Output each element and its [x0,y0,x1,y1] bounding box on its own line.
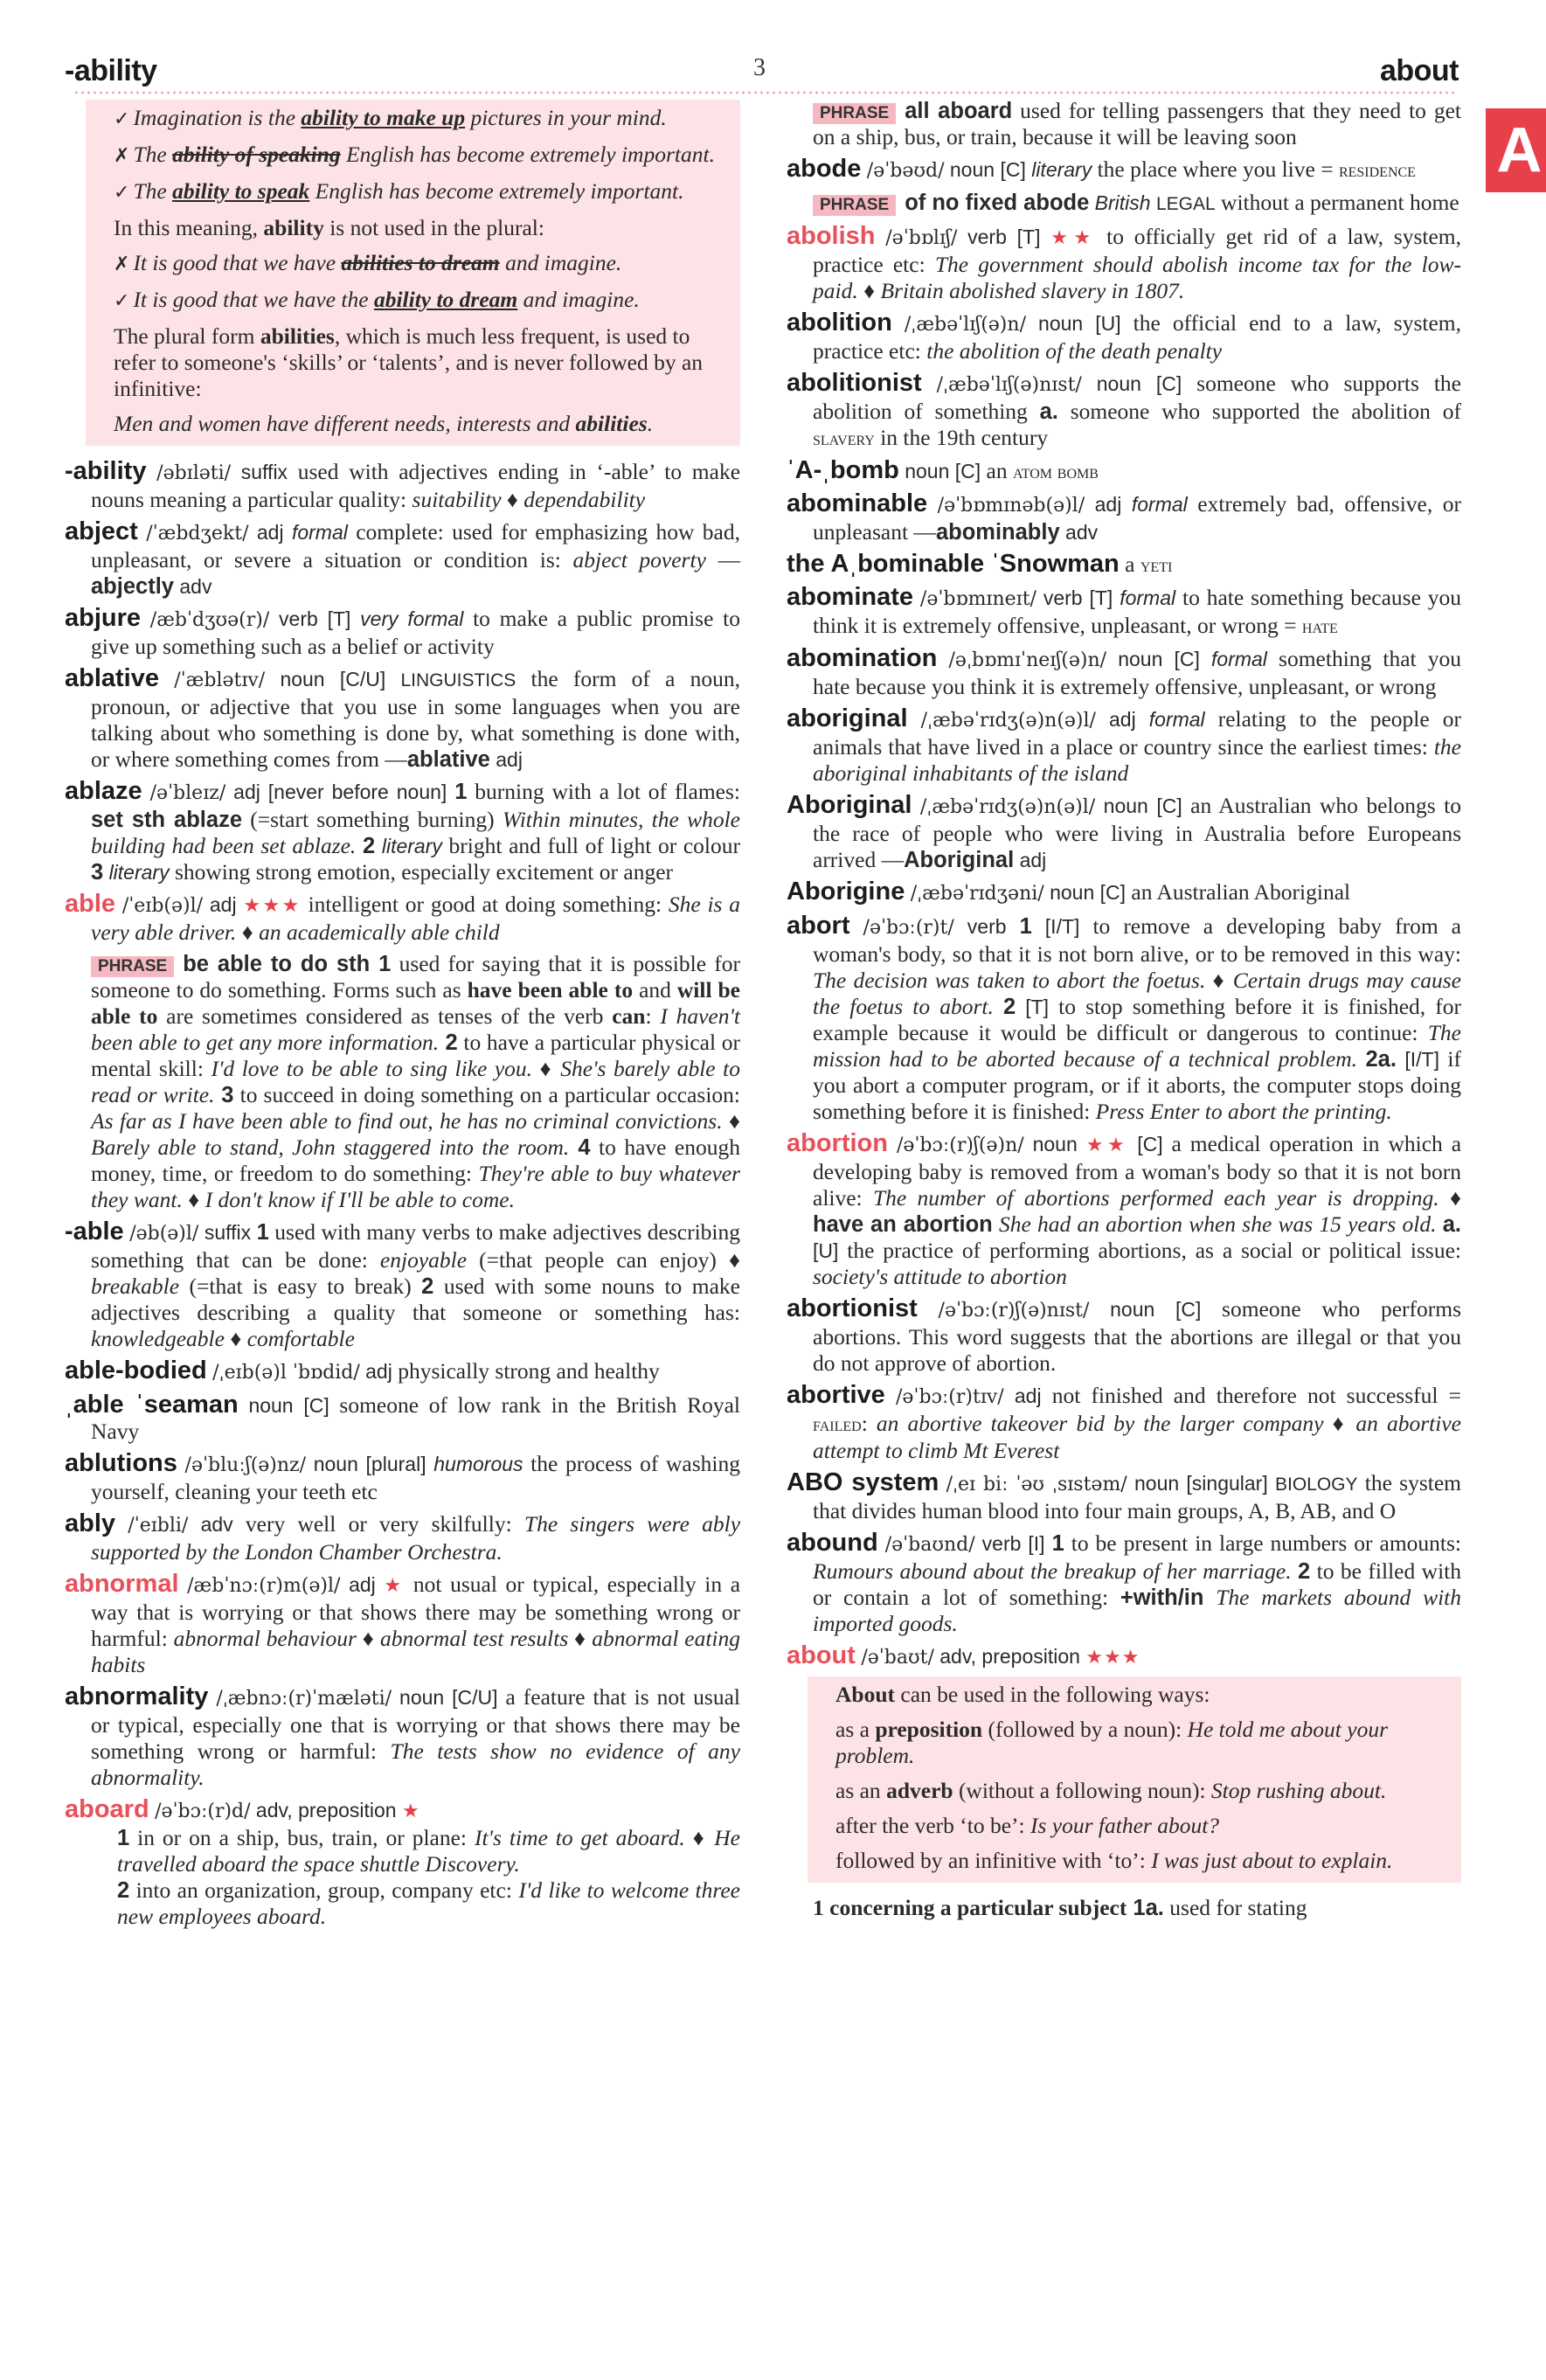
usage-line: as a preposition (followed by a noun): He told me about your problem. [835,1717,1388,1768]
entry-aboriginal: aboriginal /ˌæbəˈrɪdʒ(ə)n(ə)l/ adj formal relating to the people or animals that have lived in a place or country since the earliest times: the aboriginal inhabitants of the island [787,704,1461,786]
phrase-be-able-to: PHRASE be able to do sth 1 used for saying that it is possible for someone to do something. Forms such as have been able to and will be able to are sometimes considered as tenses of the verb can: I haven't been able to get any more information. 2 to have a particular physical or mental skill: I'd love to be able to sing like you. ♦ She's barely able to read or write. 3 to succeed in doing something on a particular occasion: As far as I have been able to find out, he has no criminal convictions. ♦ Barely able to stand, John staggered into the room. 4 to have enough money, time, or freedom to do something: They're able to buy whatever they want. ♦ I don't know if I'll be able to come. [91,951,741,1212]
usage-line: The plural form abilities, which is much less frequent, is used to refer to someone's ‘skills’ or ‘talents’, and is never followed by an infinitive: [114,323,704,401]
dotted-header-rule [73,91,1454,94]
cross-reference[interactable]: yeti [1140,554,1173,576]
headword[interactable]: ˌable ˈseaman [65,1391,239,1419]
cross-icon: ✗ [114,253,130,275]
entry-abominable-snowman: the Aˌbominable ˈSnowman a yeti [787,550,1173,578]
headword[interactable]: ablative [65,664,159,692]
phrase-label: PHRASE [91,956,174,977]
headword[interactable]: abound [787,1529,878,1557]
entry-able-bodied: able-bodied /ˌeɪb(ə)l ˈbɒdid/ adj physically strong and healthy [65,1357,660,1384]
phrase-label: PHRASE [813,195,896,216]
entry-abolition: abolition /ˌæbəˈlɪʃ(ə)n/ noun [U] the official end to a law, system, practice etc: the abolition of the death penalty [787,309,1461,364]
entry-abnormality: abnormality /ˌæbnɔː(r)ˈmæləti/ noun [C/U] a feature that is not usual or typical, especially one that is worrying or that shows there may be something wrong or harmful: The tests show no evidence of any abnormality. [65,1683,741,1790]
headword[interactable]: ABO system [787,1468,939,1496]
headword[interactable]: able-bodied [65,1357,207,1384]
check-icon: ✓ [114,290,130,312]
page-number: 3 [753,54,766,81]
entry-ablative: ablative /ˈæblətɪv/ noun [C/U] LINGUISTICS the form of a noun, pronoun, or adjective that you use in some languages when you are talking about who something is done by, what something is done with, or where something comes from —ablative adj [65,664,741,772]
usage-line: as an adverb (without a following noun): Stop rushing about. [835,1778,1387,1803]
cross-reference[interactable]: slavery [813,427,875,449]
usage-note-ability [86,100,740,446]
headword[interactable]: abominable [787,489,928,517]
entry-abnormal: abnormal /æbˈnɔː(r)m(ə)l/ adj ★ not usual or typical, especially in a way that is worrying or that shows there may be something wrong or harmful: abnormal behaviour ♦ abnormal test results ♦ abnormal eating habits [65,1570,741,1677]
frequency-star-icon: ★ [401,1801,420,1822]
usage-line: ✗ The ability of speaking English has become extremely important. [114,142,715,167]
headword[interactable]: abjure [65,604,142,632]
headword[interactable]: abode [787,155,862,183]
frequency-stars-icon: ★★ [1050,227,1097,249]
headword-frequent[interactable]: abortion [787,1129,888,1157]
usage-line: ✗ It is good that we have abilities to dream and imagine. [114,250,622,275]
usage-line: ✓ Imagination is the ability to make up pictures in your mind. [114,105,667,130]
entry-able-seaman: ˌable ˈseaman noun [C] someone of low rank in the British Royal Navy [65,1391,741,1444]
cross-reference[interactable]: hate [1301,615,1338,637]
usage-line: after the verb ‘to be’: Is your father about? [835,1813,1220,1838]
headword[interactable]: abortive [787,1381,885,1409]
usage-line: About can be used in the following ways: [835,1682,1210,1707]
headword[interactable]: Aborigine [787,878,905,906]
headword[interactable]: abolitionist [787,369,922,397]
check-icon: ✓ [114,182,130,204]
entry-able-suffix: -able /əb(ə)l/ suffix 1 used with many verbs to make adjectives describing something that can be done: enjoyable (=that people can enjoy) ♦ breakable (=that is easy to break) 2 used with some nouns to make adjectives describing a quality that someone or something has: knowledgeable ♦ comfortable [65,1218,740,1351]
cross-reference[interactable]: failed [813,1413,862,1435]
entry-ablaze: ablaze /əˈbleɪz/ adj [never before noun] 1 burning with a lot of flames: set sth ablaze (=start something burning) Within minutes, the whole building had been set ablaze. 2 literary bright and full of light or colour 3 literary showing strong emotion, especially excitement or anger [65,777,741,885]
headword[interactable]: abort [787,912,850,940]
headword[interactable]: abnormality [65,1683,209,1710]
check-icon: ✓ [114,108,130,130]
headword[interactable]: abject [65,517,138,545]
entry-abortive: abortive /əˈbɔː(r)tɪv/ adj not finished and therefore not successful = failed: an abortive takeover bid by the larger company ♦ an abortive attempt to climb Mt Everest [787,1381,1462,1463]
headword-frequent[interactable]: about [787,1641,856,1669]
entry-abolitionist: abolitionist /ˌæbəˈlɪʃ(ə)nɪst/ noun [C] someone who supports the abolition of something a. someone who supported the abolition of slavery in the 19th century [787,369,1461,450]
headword[interactable]: aboriginal [787,704,908,732]
entry-abominable: abominable /əˈbɒmɪnəb(ə)l/ adj formal extremely bad, offensive, or unpleasant —abominably adv [787,489,1461,545]
entry-a-bomb: ˈA-ˌbomb noun [C] an atom bomb [787,456,1099,484]
headword-frequent[interactable]: able [65,890,116,918]
headword[interactable]: the Aˌbominable ˈSnowman [787,550,1120,578]
entry-abjure: abjure /æbˈdʒʊə(r)/ verb [T] very formal to make a public promise to give up something such as a belief or activity [65,604,740,659]
frequency-stars-icon: ★★ [1085,1134,1129,1156]
headword-frequent[interactable]: abnormal [65,1570,179,1598]
headword[interactable]: ablutions [65,1449,177,1477]
usage-line: followed by an infinitive with ‘to’: I was just about to explain. [835,1848,1393,1873]
phrase-all-aboard: PHRASE all aboard used for telling passengers that they need to get on a ship, bus, or train, because it will be leaving soon [813,98,1461,149]
frequency-stars-icon: ★★★ [1085,1647,1140,1669]
headword[interactable]: ably [65,1509,116,1537]
phrase-of-no-fixed-abode: PHRASE of no fixed abode British LEGAL without a permanent home [787,190,1461,218]
entry-abortion: abortion /əˈbɔː(r)ʃ(ə)n/ noun ★★ [C] a medical operation in which a developing baby is removed from a woman's body so that it is not born alive: The number of abortions performed each year is dropping. ♦ have an abortion She had an abortion when she was 15 years old. a. [U] the practice of performing abortions, as a social or political issue: society's attitude to abortion [787,1129,1462,1289]
entry-abound: abound /əˈbaʊnd/ verb [I] 1 to be present in large numbers or amounts: Rumours abound about the breakup of her marriage. 2 to be filled with or contain a lot of something: +with/in The markets abound with imported goods. [787,1529,1462,1636]
usage-line: Men and women have different needs, interests and abilities. [114,411,654,436]
entry-abo-system: ABO system /ˌeɪ biː ˈəʊ ˌsɪstəm/ noun [singular] BIOLOGY the system that divides human blood into four main groups, A, B, AB, and O [787,1468,1461,1523]
headword[interactable]: abolition [787,309,892,337]
entry-ability-suffix: -ability /əbɪləti/ suffix used with adjectives ending in ‘-able’ to make nouns meaning a particular quality: suitability ♦ dependability [65,457,741,512]
usage-note-about [808,1676,1461,1883]
right-column [787,98,1461,1926]
entry-abode: abode /əˈbəʊd/ noun [C] literary the place where you live = residence [787,155,1416,183]
headword[interactable]: -ability [65,457,147,485]
entry-aboriginal-noun: Aboriginal /ˌæbəˈrɪdʒ(ə)n(ə)l/ noun [C] an Australian who belongs to the race of people who were living in Australia before Europeans arrived —Aboriginal adj [787,791,1461,872]
guide-word-left: -ability [65,54,157,87]
entry-aboard: aboard /əˈbɔː(r)d/ adv, preposition ★ 1 in or on a ship, bus, train, or plane: It's time to get aboard. ♦ He travelled aboard the space shuttle Discovery. 2 into an organization, group, company etc: I'd like to welcome three new employees aboard. [65,1795,740,1929]
entry-ably: ably /ˈeɪbli/ adv very well or very skilfully: The singers were ably supported by the London Chamber Orchestra. [65,1509,741,1565]
entry-ablutions: ablutions /əˈbluːʃ(ə)nz/ noun [plural] humorous the process of washing yourself, cleaning your teeth etc [65,1449,741,1504]
cross-icon: ✗ [114,145,130,167]
phrase-label: PHRASE [813,103,896,124]
left-column [65,98,740,1935]
entry-about: about /əˈbaʊt/ adv, preposition ★★★ [787,1641,1140,1669]
letter-thumb-tab[interactable]: A [1486,108,1546,192]
headword[interactable]: ablaze [65,777,142,805]
entry-abomination: abomination /əˌbɒmɪˈneɪʃ(ə)n/ noun [C] formal something that you hate because you think it is extremely offensive, unpleasant, or wrong [787,644,1462,699]
headword-frequent[interactable]: abolish [787,222,876,250]
headword[interactable]: abomination [787,644,938,672]
headword[interactable]: ˈA-ˌbomb [787,456,899,484]
entry-abolish: abolish /əˈbɒlɪʃ/ verb [T] ★★ to officially get rid of a law, system, practice etc: The government should abolish income tax for the low-paid. ♦ Britain abolished slavery in 1807. [787,222,1462,303]
usage-line: ✓ It is good that we have the ability to dream and imagine. [114,287,640,312]
headword-frequent[interactable]: aboard [65,1795,149,1823]
frequency-stars-icon: ★★★ [243,895,302,917]
sense-concerning-subject: 1 concerning a particular subject 1a. used for stating [813,1895,1307,1920]
entry-abort: abort /əˈbɔː(r)t/ verb 1 [I/T] to remove a developing baby from a woman's body, so that it is not born alive, or to be removed in this way: The decision was taken to abort the foetus. ♦ Certain drugs may cause the foetus to abort. 2 [T] to stop something before it is finished, for example because it would be difficult or dangerous to continue: The mission had to be aborted because of a technical problem. 2a. [I/T] if you abort a computer program, or if it aborts, the computer stops doing something before it is finished: Press Enter to abort the printing. [787,912,1462,1124]
cross-reference[interactable]: residence [1338,159,1416,181]
entry-aborigine: Aborigine /ˌæbəˈrɪdʒəni/ noun [C] an Australian Aboriginal [787,878,1351,906]
guide-word-right: about [1379,54,1459,87]
headword[interactable]: abominate [787,583,914,611]
entry-able: able /ˈeɪb(ə)l/ adj ★★★ intelligent or good at doing something: She is a very able driver. ♦ an academically able child [65,890,740,945]
entry-abominate: abominate /əˈbɒmɪneɪt/ verb [T] formal to hate something because you think it is extremely offensive, unpleasant, or wrong = hate [787,583,1462,638]
headword[interactable]: Aboriginal [787,791,912,819]
frequency-star-icon: ★ [384,1575,406,1597]
usage-line: In this meaning, ability is not used in the plural: [114,215,544,240]
entry-abject: abject /ˈæbdʒekt/ adj formal complete: used for emphasizing how bad, unpleasant, or severe a situation or condition is: abject poverty —abjectly adv [65,517,741,599]
entry-abortionist: abortionist /əˈbɔː(r)ʃ(ə)nɪst/ noun [C] someone who performs abortions. This word suggests that the abortions are illegal or that you do not approve of abortion. [787,1294,1462,1376]
cross-reference[interactable]: atom bomb [1012,461,1099,482]
headword[interactable]: abortionist [787,1294,918,1322]
headword[interactable]: -able [65,1218,124,1246]
usage-line: ✓ The ability to speak English has become extremely important. [114,178,684,204]
